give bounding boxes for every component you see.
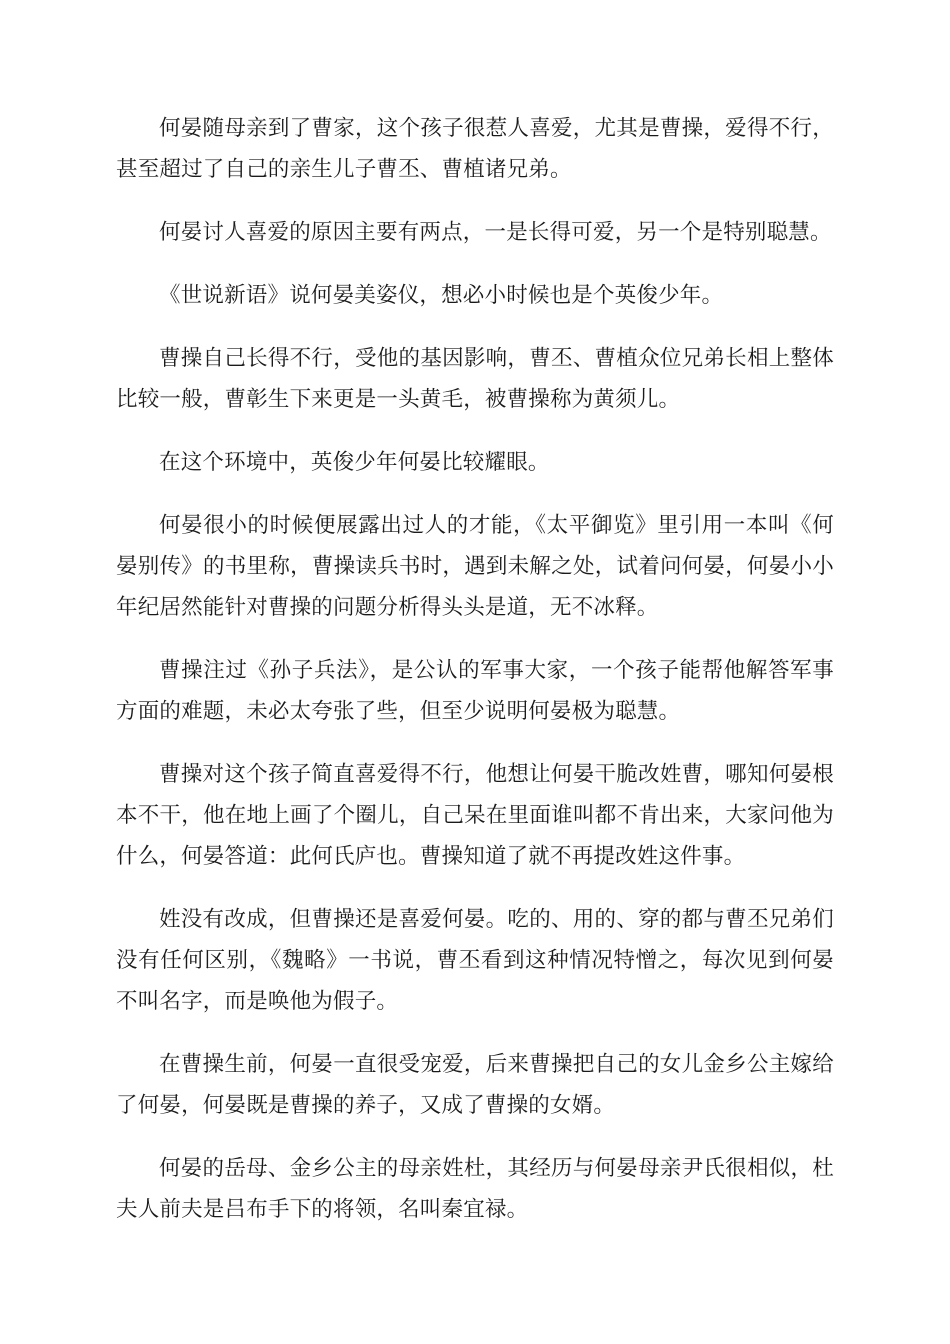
paragraph: 何晏随母亲到了曹家，这个孩子很惹人喜爱，尤其是曹操，爱得不行，甚至超过了自己的亲生儿子曹丕、曹植诸兄弟。 xyxy=(116,116,834,182)
paragraph: 何晏讨人喜爱的原因主要有两点，一是长得可爱，另一个是特别聪慧。 xyxy=(159,220,832,245)
paragraph: 曹操注过《孙子兵法》，是公认的军事大家，一个孩子能帮他解答军事方面的难题，未必太夸张了些，但至少说明何晏极为聪慧。 xyxy=(116,658,834,724)
paragraph: 曹操对这个孩子简直喜爱得不行，他想让何晏干脆改姓曹，哪知何晏根本不干，他在地上画了个圈儿，自己呆在里面谁叫都不肯出来，大家问他为什么，何晏答道：此何氏庐也。曹操知道了就不再提改姓这件事。 xyxy=(116,762,834,869)
paragraph: 在曹操生前，何晏一直很受宠爱，后来曹操把自己的女儿金乡公主嫁给了何晏，何晏既是曹操的养子，又成了曹操的女婿。 xyxy=(116,1052,834,1118)
paragraph: 在这个环境中，英俊少年何晏比较耀眼。 xyxy=(159,450,550,475)
document-body xyxy=(116,108,834,1252)
paragraph: 姓没有改成，但曹操还是喜爱何晏。吃的、用的、穿的都与曹丕兄弟们没有任何区别，《魏略》一书说，曹丕看到这种情况特憎之，每次见到何晏不叫名字，而是唤他为假子。 xyxy=(116,907,834,1014)
paragraph: 曹操自己长得不行，受他的基因影响，曹丕、曹植众位兄弟长相上整体比较一般，曹彰生下来更是一头黄毛，被曹操称为黄须儿。 xyxy=(116,346,834,412)
paragraph: 《世说新语》说何晏美姿仪，想必小时候也是个英俊少年。 xyxy=(159,283,724,308)
paragraph: 何晏的岳母、金乡公主的母亲姓杜，其经历与何晏母亲尹氏很相似，杜夫人前夫是吕布手下的将领，名叫秦宜禄。 xyxy=(116,1156,834,1222)
paragraph: 何晏很小的时候便展露出过人的才能，《太平御览》里引用一本叫《何晏别传》的书里称，曹操读兵书时，遇到未解之处，试着问何晏，何晏小小年纪居然能针对曹操的问题分析得头头是道，无不冰释。 xyxy=(116,513,834,620)
